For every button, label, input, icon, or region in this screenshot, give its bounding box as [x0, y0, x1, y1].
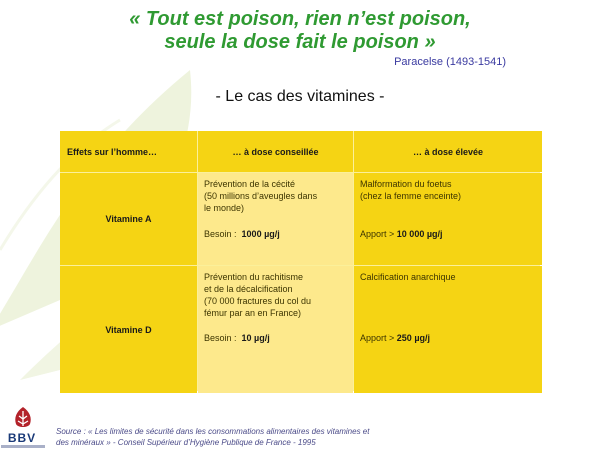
need-label: Besoin :	[204, 229, 237, 239]
vitamin-a-recommended-cell	[198, 173, 353, 265]
source-line-1: Source : « Les limites de sécurité dans les consommations alimentaires des vitamines et	[56, 427, 370, 436]
vitamin-a-high-dose-cell	[354, 173, 542, 265]
logo-text: BBV	[7, 431, 37, 445]
logo-underline	[1, 445, 45, 448]
source-note	[56, 426, 556, 448]
effect-text: Prévention de la cécité	[204, 179, 296, 189]
quote-line-2: seule la dose fait le poison »	[164, 31, 436, 53]
effect-text: Malformation du foetus	[360, 179, 452, 189]
row-label-vitamin-d: Vitamine D	[60, 266, 197, 393]
quote-title	[0, 8, 600, 54]
intake-value: 250 µg/j	[396, 333, 430, 343]
slide-subtitle: - Le cas des vitamines -	[215, 88, 385, 105]
column-header-effects: Effets sur l’homme…	[60, 131, 197, 172]
intake-label: Apport >	[360, 229, 395, 239]
effect-text: et de la décalcification	[204, 284, 293, 294]
need-value: 10 µg/j	[241, 333, 270, 343]
need-line	[204, 332, 270, 344]
vitamin-d-recommended-cell	[198, 266, 353, 393]
quote-author: Paracelse (1493-1541)	[394, 56, 506, 68]
effect-text: Prévention du rachitisme	[204, 272, 304, 282]
effect-text: le monde)	[204, 203, 245, 213]
column-header-recommended-dose: … à dose conseillée	[198, 131, 353, 172]
row-label-vitamin-a: Vitamine A	[60, 173, 197, 265]
need-value: 1000 µg/j	[241, 229, 280, 239]
effect-text: (50 millions d’aveugles dans	[204, 191, 318, 201]
intake-line	[360, 332, 430, 344]
vitamin-table	[60, 131, 540, 391]
intake-line	[360, 228, 443, 240]
effect-text: fémur par an en France)	[204, 308, 302, 318]
column-header-high-dose: … à dose élevée	[354, 131, 542, 172]
intake-label: Apport >	[360, 333, 395, 343]
effect-text: Calcification anarchique	[360, 272, 456, 282]
bbv-logo	[0, 404, 48, 450]
need-label: Besoin :	[204, 333, 237, 343]
source-line-2: des minéraux » - Conseil Supérieur d’Hygiène Publique de France - 1995	[56, 438, 316, 447]
quote-line-1: « Tout est poison, rien n’est poison,	[129, 8, 471, 30]
effect-text: (chez la femme enceinte)	[360, 191, 462, 201]
effect-text: (70 000 fractures du col du	[204, 296, 312, 306]
leaf-logo-icon	[12, 406, 34, 430]
vitamin-d-high-dose-cell	[354, 266, 542, 393]
need-line	[204, 228, 280, 240]
intake-value: 10 000 µg/j	[396, 229, 443, 239]
